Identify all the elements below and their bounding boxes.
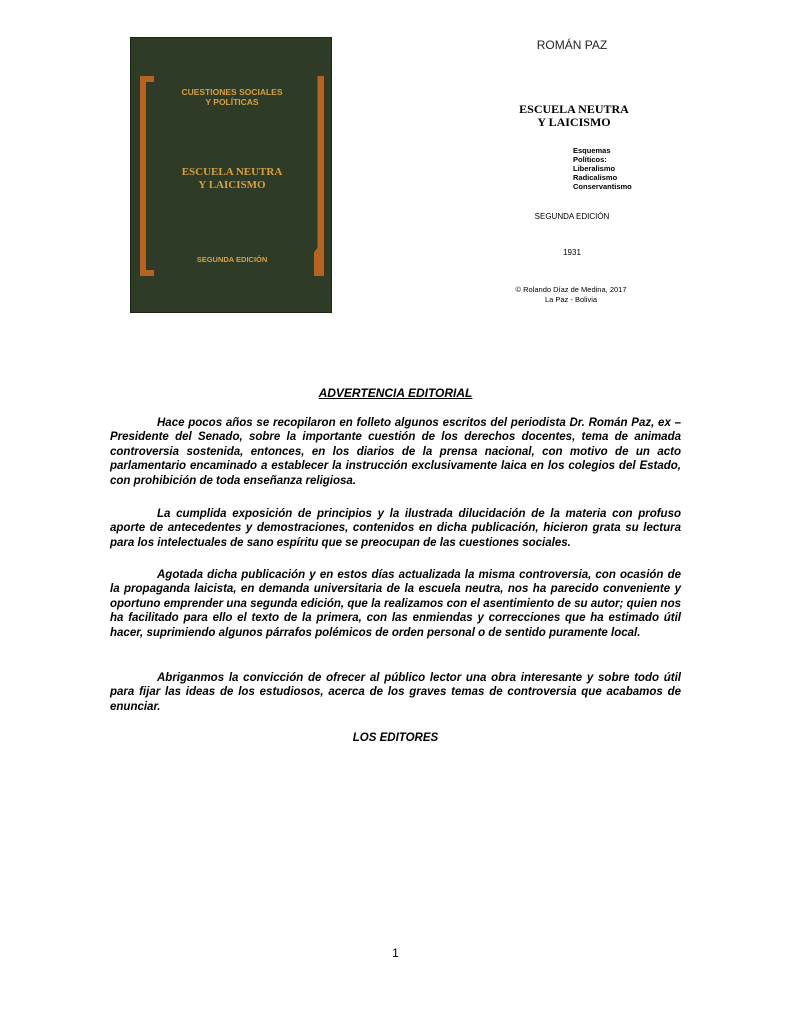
title-page-title — [494, 103, 654, 129]
cover-series-line-2: Y POLÍTICAS — [205, 97, 259, 107]
scheme-item: Esquemas — [573, 146, 611, 155]
scheme-item: Conservantismo — [573, 182, 632, 191]
scheme-item: Políticos: — [573, 155, 607, 164]
title-page-edition: SEGUNDA EDICIÓN — [534, 212, 610, 221]
title-line-1: ESCUELA NEUTRA — [519, 102, 629, 116]
body-paragraph: Hace pocos años se recopilaron en folleto algunos escritos del periodista Dr. Román Paz, ex –Presidente del Senado, sobre la importante cuestión de los derechos docentes, tema de animada controversia sostenida, entonces, en los diarios de la prensa nacional, con motivo de un acto parlamentario encaminado a establecer la instrucción exclusivamente laica en los colegios del Estado, con prohibición de toda enseñanza religiosa. — [110, 417, 681, 487]
copyright-line: © Rolando Díaz de Medina, 2017 — [515, 285, 627, 294]
body-paragraph: Agotada dicha publicación y en estos días actualizada la misma controversia, con ocasión de la propaganda laicista, en demanda universitaria de la escuela neutra, nos ha parecido conveniente y oportuno emprender una segunda edición, que la realizamos con el asentimiento de su autor; quien nos ha facilitado para ello el texto de la primera, con las enmiendas y correcciones que ha estimado útil hacer, suprimiendo algunos párrafos polémicos de orden personal o de sentido puramente local. — [110, 569, 681, 639]
cover-series-line-1: CUESTIONES SOCIALES — [181, 87, 283, 97]
body-paragraph: La cumplida exposición de principios y la ilustrada dilucidación de la materia con profuso aporte de antecedentes y demostraciones, contenidos en dicha publicación, hicieron grata su lectura para los intelectuales de sano espíritu que se preocupan de las cuestiones sociales. — [110, 508, 681, 549]
title-line-2: Y LAICISMO — [537, 115, 611, 129]
schemes-list — [573, 146, 632, 191]
cover-title — [161, 166, 303, 192]
cover-title-line-1: ESCUELA NEUTRA — [181, 166, 283, 178]
scheme-item: Liberalismo — [573, 164, 616, 173]
editors-signoff: LOS EDITORES — [352, 732, 439, 744]
cover-edition: SEGUNDA EDICIÓN — [196, 255, 268, 264]
copyright-block — [500, 285, 642, 305]
cover-left-bracket — [140, 76, 154, 276]
cover-right-bracket — [314, 76, 324, 276]
publication-year: 1931 — [563, 248, 581, 257]
page-number: 1 — [392, 946, 399, 960]
section-heading: ADVERTENCIA EDITORIAL — [318, 386, 473, 400]
cover-title-line-2: Y LAICISMO — [198, 179, 266, 191]
cover-series-title — [161, 87, 303, 107]
author-name: ROMÁN PAZ — [536, 38, 608, 52]
scheme-item: Radicalismo — [573, 173, 618, 182]
body-paragraph: Abriganmos la convicción de ofrecer al público lector una obra interesante y sobre todo útil para fijar las ideas de los estudiosos, acerca de los graves temas de controversia que acabamos de enunciar. — [110, 672, 681, 713]
publication-place: La Paz - Bolivia — [544, 295, 598, 304]
book-cover — [130, 37, 332, 313]
